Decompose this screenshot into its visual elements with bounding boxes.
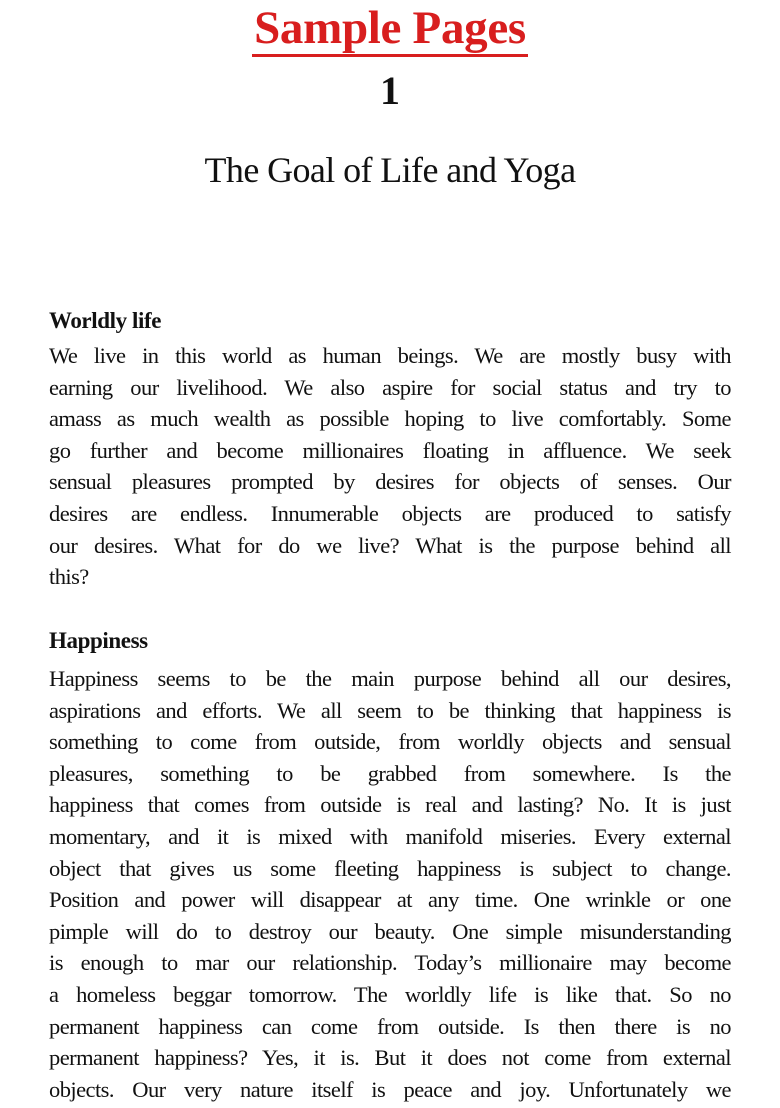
- text-line: momentary, and it is mixed with manifold miseries. Every external: [49, 823, 731, 849]
- text-line: Position and power will disappear at any time. One wrinkle or one: [49, 887, 731, 913]
- text-line: this?: [49, 564, 89, 590]
- section-heading: Worldly life: [49, 308, 162, 333]
- text-line: sensual pleasures prompted by desires for objects of senses. Our: [49, 469, 731, 495]
- sample-pages-banner: [0, 0, 780, 57]
- text-line: amass as much wealth as possible hoping to live comfortably. Some: [49, 406, 731, 432]
- text-line: aspirations and efforts. We all seem to be thinking that happiness is: [49, 697, 731, 723]
- text-line: is enough to mar our relationship. Today’s millionaire may become: [49, 950, 731, 976]
- text-line: something to come from outside, from worldly objects and sensual: [49, 729, 731, 755]
- section-paragraph: [49, 340, 731, 593]
- text-line: happiness that comes from outside is real and lasting? No. It is just: [49, 792, 731, 818]
- text-line: desires are endless. Innumerable objects are produced to satisfy: [49, 500, 731, 526]
- chapter-title: The Goal of Life and Yoga: [204, 150, 576, 190]
- text-line: our desires. What for do we live? What is the purpose behind all: [49, 532, 731, 558]
- text-line: permanent happiness can come from outside. Is then there is no: [49, 1013, 731, 1039]
- text-line: objects. Our very nature itself is peace and joy. Unfortunately we: [49, 1076, 731, 1102]
- text-line: Happiness seems to be the main purpose behind all our desires,: [49, 666, 731, 691]
- text-line: a homeless beggar tomorrow. The worldly life is like that. So no: [49, 981, 731, 1007]
- text-line: pimple will do to destroy our beauty. One simple misunderstanding: [49, 918, 731, 944]
- section-happiness: [49, 626, 731, 1105]
- text-line: permanent happiness? Yes, it is. But it does not come from external: [49, 1045, 731, 1071]
- section-paragraph: [49, 663, 731, 1105]
- text-line: We live in this world as human beings. We are mostly busy with: [49, 343, 731, 368]
- section-worldly-life: [49, 306, 731, 593]
- banner-title: Sample Pages: [252, 2, 528, 57]
- text-line: earning our livelihood. We also aspire for social status and try to: [49, 374, 731, 400]
- text-line: pleasures, something to be grabbed from somewhere. Is the: [49, 760, 731, 786]
- text-line: object that gives us some fleeting happiness is subject to change.: [49, 855, 731, 881]
- chapter-number: 1: [380, 68, 400, 113]
- text-line: go further and become millionaires floating in affluence. We seek: [49, 437, 731, 463]
- section-heading: Happiness: [49, 628, 148, 653]
